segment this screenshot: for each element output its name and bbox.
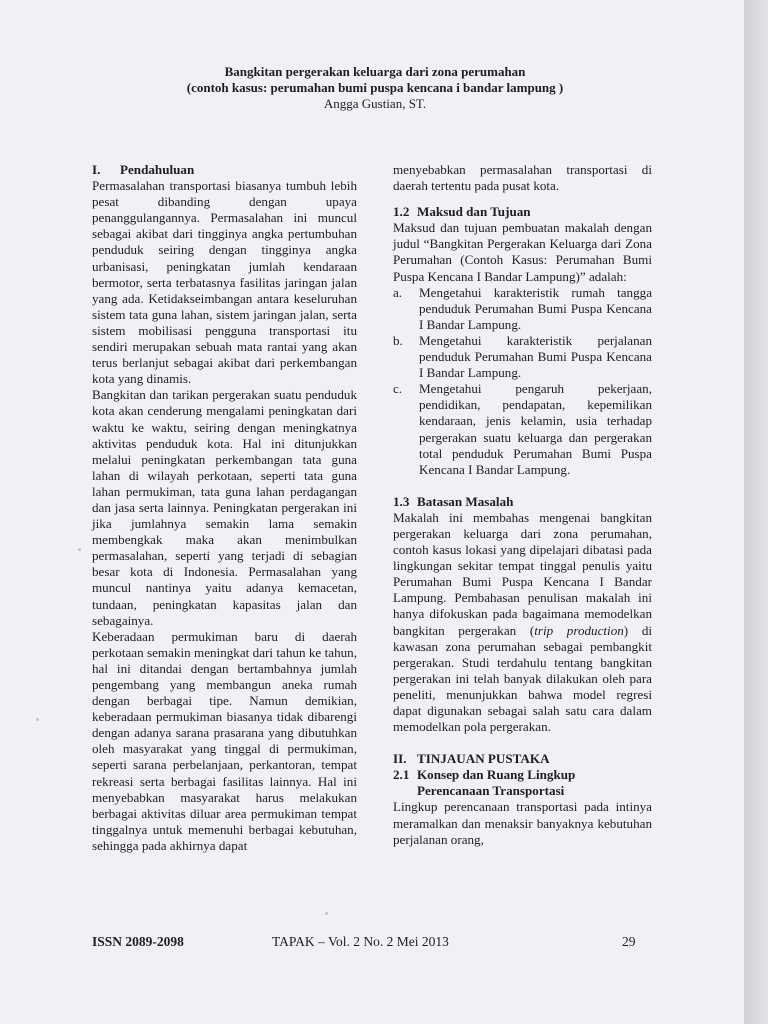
scope-term: trip production bbox=[534, 622, 624, 638]
footer-journal: TAPAK – Vol. 2 No. 2 Mei 2013 bbox=[272, 934, 449, 949]
section-1-heading bbox=[92, 162, 357, 178]
section-2-1-number: 2.1 bbox=[393, 767, 410, 783]
author-name: Angga Gustian, ST. bbox=[323, 96, 427, 111]
list-item-text: Mengetahui pengaruh pekerjaan, pendidikan, pendapatan, kepemilikan kendaraan, jenis kelamin, usia terhadap pergerakan suatu keluarga dan pergerakan total penduduk Perumahan Bumi Puspa Kencana I Bandar Lampung. bbox=[419, 381, 652, 477]
list-item bbox=[393, 381, 652, 478]
objective-list bbox=[393, 285, 652, 478]
list-item bbox=[393, 285, 652, 333]
intro-paragraph-3: Keberadaan permukiman baru di daerah perkotaan semakin meningkat dari tahun ke tahun, hal ini ditandai dengan bertambahnya jumlah pengembang yang membangun aneka rumah dengan berbagai tipe. Namun demikian, keberadaan permukiman biasanya tidak dibarengi dengan adanya sarana prasarana yang dibutuhkan oleh masyarakat yang tinggal di permukiman, seperti sarana perbelanjaan, perkantoran, tempat rekreasi serta berbagai fasilitas lainnya. Hal ini menyebabkan masyarakat harus melakukan berbagai aktivitas diluar area permukiman tempat tinggalnya untuk memenuhi berbagai kebutuhan, sehingga pada akhirnya dapat bbox=[92, 628, 357, 853]
list-item-text: Mengetahui karakteristik perjalanan penduduk Perumahan Bumi Puspa Kencana I Bandar Lampung. bbox=[419, 332, 652, 381]
section-1-number: I. bbox=[92, 162, 101, 177]
section-1-2-title: Maksud dan Tujuan bbox=[417, 204, 531, 220]
left-column bbox=[92, 162, 357, 854]
list-item-text: Mengetahui karakteristik rumah tangga penduduk Perumahan Bumi Puspa Kencana I Bandar Lampung. bbox=[419, 284, 652, 332]
list-item-label: c. bbox=[393, 381, 403, 397]
scope-text-b: ) di kawasan zona perumahan sebagai pembangkit pergerakan. Studi terdahulu tentang bangkitan pergerakan ini telah banyak dilakukan oleh para peneliti, menunjukkan bahwa model regresi dapat digunakan sebagai salah satu cara dalam memodelkan pola pergerakan. bbox=[393, 622, 652, 735]
intro-paragraph-2: Bangkitan dan tarikan pergerakan suatu penduduk kota akan cenderung mengalami peningkatan dari waktu ke waktu, seiring dengan meningkatnya aktivitas penduduk kota. Hal ini ditunjukkan melalui peningkatan perkembangan tata guna lahan di wilayah perkotaan, seperti tata guna lahan permukiman, tata guna lahan perdagangan dan jasa serta lainnya. Peningkatan pergerakan ini jika jumlahnya semakin lama semakin membengkak maka akan menimbulkan permasalahan, seperti yang terjadi di sebagian besar kota di Indonesia. Permasalahan yang muncul nantinya yaitu adanya kemacetan, tundaan, peningkatan kapasitas jalan dan sebagainya. bbox=[92, 387, 357, 628]
section-1-2-heading bbox=[393, 204, 652, 220]
section-2-heading bbox=[393, 751, 652, 767]
scan-speck bbox=[36, 718, 39, 721]
title-line-2: (contoh kasus: perumahan bumi puspa kencana i bandar lampung ) bbox=[186, 80, 564, 95]
intro-paragraph-continued: menyebabkan permasalahan transportasi di daerah tertentu pada pusat kota. bbox=[393, 162, 652, 194]
section-2-1-heading bbox=[393, 767, 652, 799]
section-1-3-number: 1.3 bbox=[393, 493, 410, 509]
objective-paragraph: Maksud dan tujuan pembuatan makalah dengan judul “Bangkitan Pergerakan Keluarga dari Zona Perumahan (Contoh Kasus: Perumahan Bumi Puspa Kencana I Bandar Lampung)” adalah: bbox=[393, 220, 652, 284]
list-item-label: b. bbox=[393, 332, 403, 348]
section-1-3-heading bbox=[393, 494, 652, 510]
section-1-2-number: 1.2 bbox=[393, 204, 410, 220]
page-edge bbox=[744, 0, 768, 1024]
list-item bbox=[393, 333, 652, 381]
section-2-number: II. bbox=[393, 751, 407, 767]
scan-speck bbox=[78, 548, 81, 551]
title-line-1: Bangkitan pergerakan keluarga dari zona perumahan bbox=[224, 64, 526, 79]
scope-paragraph bbox=[393, 510, 652, 735]
right-column bbox=[393, 162, 652, 848]
scan-speck bbox=[325, 912, 328, 915]
section-2-1-title-a: Konsep dan Ruang Lingkup bbox=[417, 767, 576, 783]
list-item-label: a. bbox=[393, 284, 403, 300]
section-1-title: Pendahuluan bbox=[120, 162, 195, 177]
scope-text-a: Makalah ini membahas mengenai bangkitan pergerakan keluarga dari zona perumahan, contoh kasus lokasi yang dipelajari dibatasi pada lingkungan sekitar tempat tinggal penulis yaitu Perumahan Bumi Puspa Kencana I Bandar Lampung. Pembahasan penulisan makalah ini hanya difokuskan pada bagaimana memodelkan bangkitan pergerakan ( bbox=[393, 509, 652, 638]
footer-issn: ISSN 2089-2098 bbox=[92, 934, 184, 949]
transport-scope-paragraph: Lingkup perencanaan transportasi pada intinya meramalkan dan menaksir banyaknya kebutuhan perjalanan orang, bbox=[393, 799, 652, 847]
intro-paragraph-1: Permasalahan transportasi biasanya tumbuh lebih pesat dibanding dengan upaya penanggulangannya. Permasalahan ini muncul sebagai akibat dari tingginya angka pertumbuhan penduduk seiring dengan tingginya angka urbanisasi, peningkatan jumlah kendaraan bermotor, serta terbatasnya fasilitas jaringan jalan yang ada. Ketidakseimbangan antara keseluruhan sistem tata guna lahan, sistem jaringan jalan, serta sistem mobilisasi pengguna transportasi itu sendiri merupakan sebuah mata rantai yang akan terus berlanjut sebagai akibat dari perkembangan kota yang dinamis. bbox=[92, 178, 357, 387]
section-2-1-title-b: Perencanaan Transportasi bbox=[417, 783, 565, 799]
section-1-3-title: Batasan Masalah bbox=[417, 493, 514, 509]
paper-header bbox=[150, 64, 600, 112]
section-2-title: TINJAUAN PUSTAKA bbox=[417, 751, 550, 767]
footer-page-number: 29 bbox=[622, 934, 636, 949]
